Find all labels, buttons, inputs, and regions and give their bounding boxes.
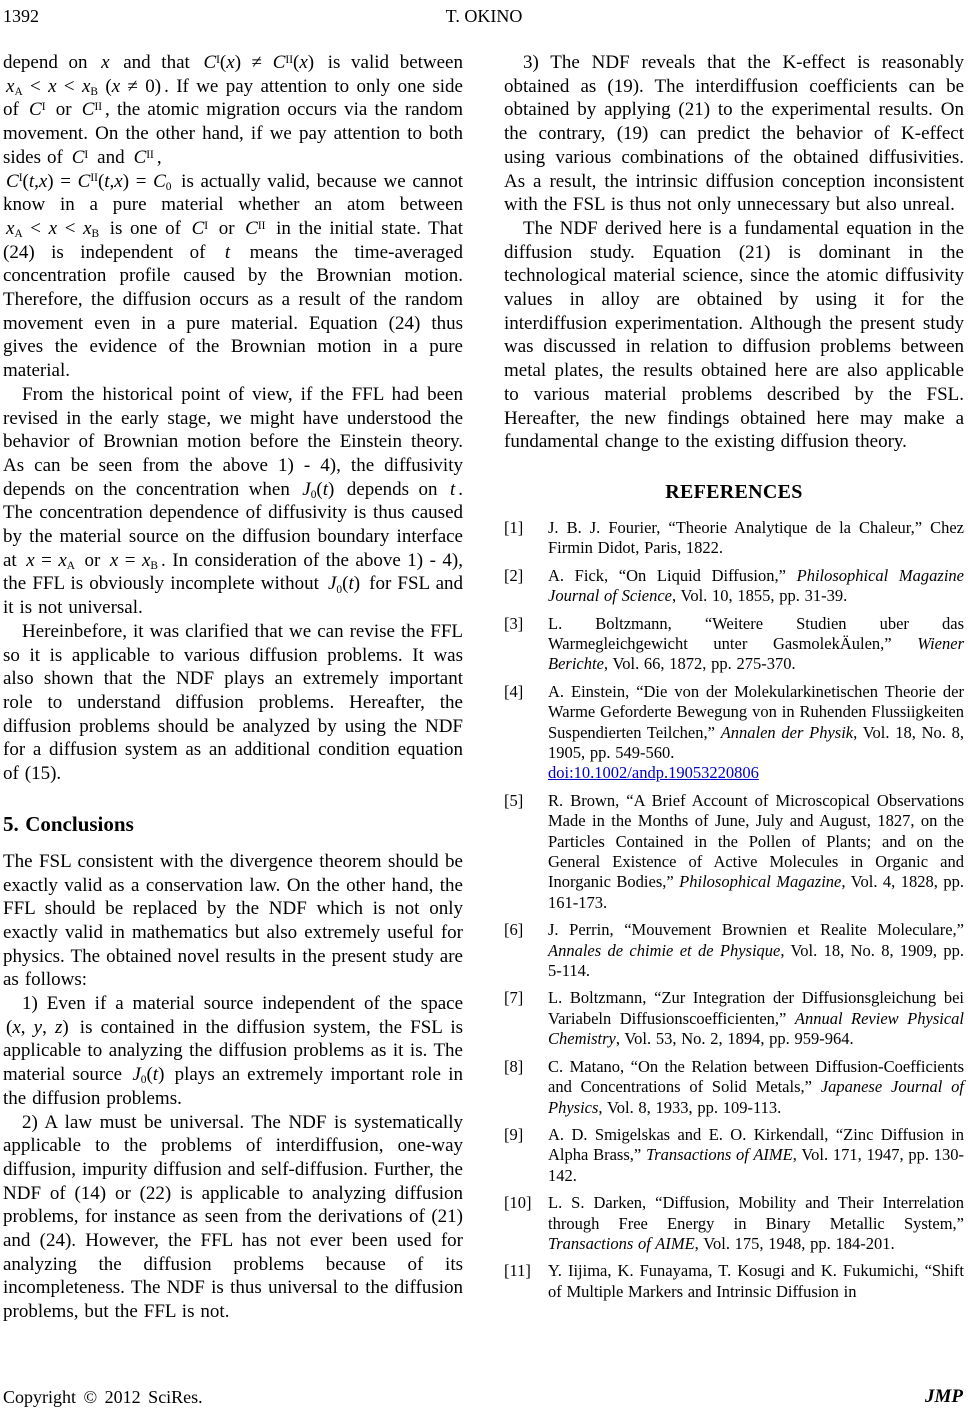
reference-item xyxy=(504,920,964,981)
reference-text: L. Boltzmann, “Zur Integration der Diffusionsgleichung bei Variabeln Diffusionscoefficienten,” Annual Review Physical Chemistry, Vol. 53, No. 2, 1894, pp. 959-964. xyxy=(548,988,964,1049)
right-column xyxy=(504,51,964,1309)
paragraph: Hereinbefore, it was clarified that we can revise the FFL so it is applicable to various diffusion problems. It was also shown that the NDF plays an extremely important role to understand diffusion problems. Hereafter, the diffusion problems should be analyzed by using the NDF for a diffusion system as an additional condition equation of (15). xyxy=(3,620,463,785)
running-head-author: T. OKINO xyxy=(445,6,523,26)
reference-text: A. Einstein, “Die von der Molekularkinetischen Theorie der Warme Geforderte Bewegung von in Ruhenden Flussiigkeiten Suspendierten Teilchen,” Annalen der Physik, Vol. 18, No. 8, 1905, pp. 549-560. doi:10.1002/andp.19053220806 xyxy=(548,681,964,783)
copyright-notice: Copyright © 2012 SciRes. xyxy=(3,1387,203,1407)
paragraph: The NDF derived here is a fundamental equation in the diffusion study. Equation (21) is dominant in the technological material science, since the atomic diffusivity values in alloy are obtained by using it for the interdiffusion experimentation. Although the present study was discussed in relation to diffusion problems between metal plates, the results obtained here are also applicable to various material problems described by the FSL. Hereafter, the new findings obtained here may make a fundamental change to the existing diffusion theory. xyxy=(504,217,964,453)
reference-item xyxy=(504,988,964,1049)
paragraph: 1) Even if a material source independent of the space (x, y, z) is contained in the diffusion system, the FSL is applicable to analyzing the diffusion problems as it is. The material source $J_0(t)$ plays an extremely important role in the diffusion problems. xyxy=(3,993,463,1109)
paragraph: 2) A law must be universal. The NDF is systematically applicable to the problems of interdiffusion, one-way diffusion, impurity diffusion and self-diffusion. Further, the NDF of (14) or (22) is applicable to analyzing diffusion problems, for instance as seen from the derivations of (21) and (24). However, the FFL has not ever been used for analyzing the diffusion problems because of its incompleteness. The NDF is thus universal to the diffusion problems, but the FFL is not. xyxy=(3,1111,463,1323)
reference-number: [7] xyxy=(504,988,524,1008)
reference-item xyxy=(504,566,964,607)
journal-abbreviation: JMP xyxy=(925,1386,963,1407)
reference-text: C. Matano, “On the Relation between Diffusion-Coefficients and Concentrations of Solid Metals,” Japanese Journal of Physics, Vol. 8, 1933, pp. 109-113. xyxy=(548,1056,964,1117)
section-heading-conclusions: 5. Conclusions xyxy=(3,811,134,836)
reference-item xyxy=(504,1261,964,1302)
reference-number: [11] xyxy=(504,1261,531,1281)
reference-number: [1] xyxy=(504,517,524,537)
paragraph: 3) The NDF reveals that the K-effect is reasonably obtained as (19). The interdiffusion coefficients can be obtained by applying (21) to the experimental results. On the contrary, (19) can predict the behavior of K-effect using various combinations of the obtained diffusivities. As a result, the intrinsic diffusion conception inconsistent with the FSL is thus not only unnecessary but also unreal. xyxy=(504,52,964,216)
reference-item xyxy=(504,1193,964,1254)
left-column xyxy=(3,51,463,1324)
reference-text: A. Fick, “On Liquid Diffusion,” Philosophical Magazine Journal of Science, Vol. 10, 1855, pp. 31-39. xyxy=(548,565,964,606)
reference-text: J. B. J. Fourier, “Theorie Analytique de la Chaleur,” Chez Firmin Didot, Paris, 1822. xyxy=(548,517,964,558)
reference-item xyxy=(504,1057,964,1118)
reference-text: J. Perrin, “Mouvement Brownien et Realite Moleculare,” Annales de chimie et de Physique, Vol. 18, No. 8, 1909, pp. 5-114. xyxy=(548,920,964,981)
reference-item xyxy=(504,791,964,913)
doi-link[interactable]: doi:10.1002/andp.19053220806 xyxy=(548,763,759,783)
reference-number: [4] xyxy=(504,681,524,701)
reference-text: A. D. Smigelskas and E. O. Kirkendall, “Zinc Diffusion in Alpha Brass,” Transactions of AIME, Vol. 171, 1947, pp. 130-142. xyxy=(548,1124,965,1185)
reference-number: [6] xyxy=(504,920,524,940)
page-number: 1392 xyxy=(3,6,39,26)
reference-item xyxy=(504,614,964,675)
reference-text: R. Brown, “A Brief Account of Microscopical Observations Made in the Months of June, July and August, 1827, on the Particles Contained in the Pollen of Plants; and on the General Existence of Active Molecules in Organic and Inorganic Bodies,” Philosophical Magazine, Vol. 4, 1828, pp. 161-173. xyxy=(548,790,964,912)
paragraph: The FSL consistent with the divergence theorem should be exactly valid as a conservation law. On the other hand, the FFL should be replaced by the NDF which is not only exactly valid in mathematics but also extremely useful for physics. The obtained novel results in the present study are as follows: xyxy=(3,850,463,991)
paragraph: $C^I(t,x) = C^{II}(t,x) = C_0$ is actually valid, because we cannot know in a pure material whether an atom between $x_A < x < x_B$ is one of $C^I$ or $C^{II}$ in the initial state. That (24) is independent of t means the time-averaged concentration profile caused by the Brownian motion. Therefore, the diffusion occurs as a result of the random movement even in a pure material. Equation (24) thus gives the evidence of the Brownian motion in a pure material. xyxy=(3,170,464,382)
paragraph: depend on x and that $C^I(x) \ne C^{II}(x)$ is valid between $x_A < x < x_B$ (x ≠ 0) . If we pay attention to only one side of $C^I$ or $C^{II}$ , the atomic migration occurs via the random movement. On the other hand, if we pay attention to both sides of $C^I$ and $C^{II}$ , xyxy=(3,52,463,168)
reference-text: Y. Iijima, K. Funayama, T. Kosugi and K. Fukumichi, “Shift of Multiple Markers and Intrinsic Diffusion in xyxy=(548,1261,964,1301)
reference-number: [2] xyxy=(504,565,524,585)
reference-number: [9] xyxy=(504,1124,524,1144)
reference-number: [3] xyxy=(504,613,524,633)
reference-number: [5] xyxy=(504,790,524,810)
reference-number: [10] xyxy=(504,1193,532,1213)
paragraph: From the historical point of view, if the FFL had been revised in the early stage, we might have understood the behavior of Brownian motion before the Einstein theory. As can be seen from the above 1) - 4), the diffusivity depends on the concentration when $J_0(t)$ depends on t . The concentration dependence of diffusivity is thus caused by the material source on the diffusion boundary interface at $x = x_A$ or $x = x_B$ . In consideration of the above 1) - 4), the FFL is obviously incomplete without $J_0(t)$ for FSL and it is not universal. xyxy=(3,383,463,619)
reference-item xyxy=(504,518,964,559)
page-header xyxy=(0,6,968,32)
reference-item xyxy=(504,1125,964,1186)
reference-number: [8] xyxy=(504,1056,524,1076)
reference-item xyxy=(504,682,964,784)
reference-text: L. Boltzmann, “Weitere Studien uber das Warmegleichgewicht unter GasmolekÄulen,” Wiener Berichte, Vol. 66, 1872, pp. 275-370. xyxy=(548,613,964,674)
references-heading: REFERENCES xyxy=(665,480,803,503)
reference-text: L. S. Darken, “Diffusion, Mobility and Their Interrelation through Free Energy in Binary Metallic System,” Transactions of AIME, Vol. 175, 1948, pp. 184-201. xyxy=(548,1193,964,1253)
